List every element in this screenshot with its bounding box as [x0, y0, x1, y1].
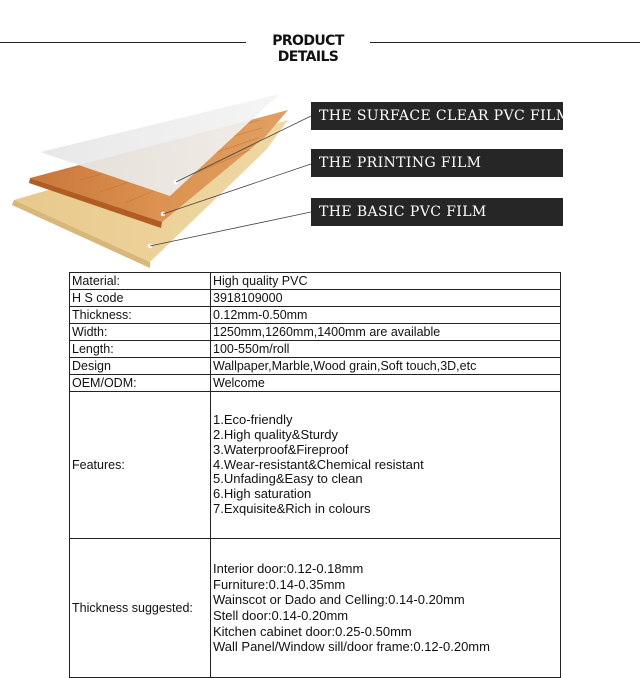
table-row — [70, 358, 561, 375]
spec-value: High quality PVC — [211, 273, 561, 290]
features-list — [211, 392, 561, 539]
table-row — [70, 341, 561, 358]
list-item: Furniture:0.14-0.35mm — [213, 576, 346, 592]
page-title: PRODUCT DETAILS — [246, 33, 370, 65]
features-row — [70, 392, 561, 539]
list-item: 5.Unfading&Easy to clean — [213, 471, 363, 487]
spec-value: Wallpaper,Marble,Wood grain,Soft touch,3D,etc — [211, 358, 561, 375]
spec-value: 100-550m/roll — [211, 341, 561, 358]
list-item: 6.High saturation — [213, 486, 312, 502]
spec-value: 3918109000 — [211, 290, 561, 307]
thickness-suggested-list — [211, 539, 561, 678]
spec-key: Width: — [70, 324, 211, 341]
list-item: Wall Panel/Window sill/door frame:0.12-0.20mm — [213, 639, 490, 655]
header-rule-left — [0, 42, 250, 43]
spec-value: 1250mm,1260mm,1400mm are available — [211, 324, 561, 341]
thickness-suggested-key: Thickness suggested: — [70, 539, 211, 678]
table-row — [70, 307, 561, 324]
spec-value: Welcome — [211, 375, 561, 392]
list-item: 2.High quality&Sturdy — [213, 427, 339, 442]
table-row — [70, 324, 561, 341]
spec-key: Length: — [70, 341, 211, 358]
table-row — [70, 273, 561, 290]
spec-key: Material: — [70, 273, 211, 290]
spec-key: OEM/ODM: — [70, 375, 211, 392]
list-item: 1.Eco-friendly — [213, 412, 293, 428]
spec-key: Design — [70, 358, 211, 375]
layer-label-printing: THE PRINTING FILM — [311, 149, 563, 177]
spec-key: Thickness: — [70, 307, 211, 324]
table-row — [70, 375, 561, 392]
spec-table — [69, 272, 561, 678]
list-item: 3.Waterproof&Fireproof — [213, 441, 349, 457]
list-item: 4.Wear-resistant&Chemical resistant — [213, 456, 424, 472]
list-item: Kitchen cabinet door:0.25-0.50mm — [213, 623, 412, 639]
spec-key: H S code — [70, 290, 211, 307]
spec-value: 0.12mm-0.50mm — [211, 307, 561, 324]
list-item: 7.Exquisite&Rich in colours — [213, 500, 371, 516]
list-item: Stell door:0.14-0.20mm — [213, 608, 349, 623]
list-item: Interior door:0.12-0.18mm — [213, 561, 364, 577]
layer-label-surface: THE SURFACE CLEAR PVC FILM — [311, 102, 563, 130]
thickness-suggested-row — [70, 539, 561, 678]
features-key: Features: — [70, 392, 211, 539]
layer-label-basic: THE BASIC PVC FILM — [311, 198, 563, 226]
list-item: Wainscot or Dado and Celling:0.14-0.20mm — [213, 592, 465, 608]
header-rule-right — [366, 42, 640, 43]
table-row — [70, 290, 561, 307]
